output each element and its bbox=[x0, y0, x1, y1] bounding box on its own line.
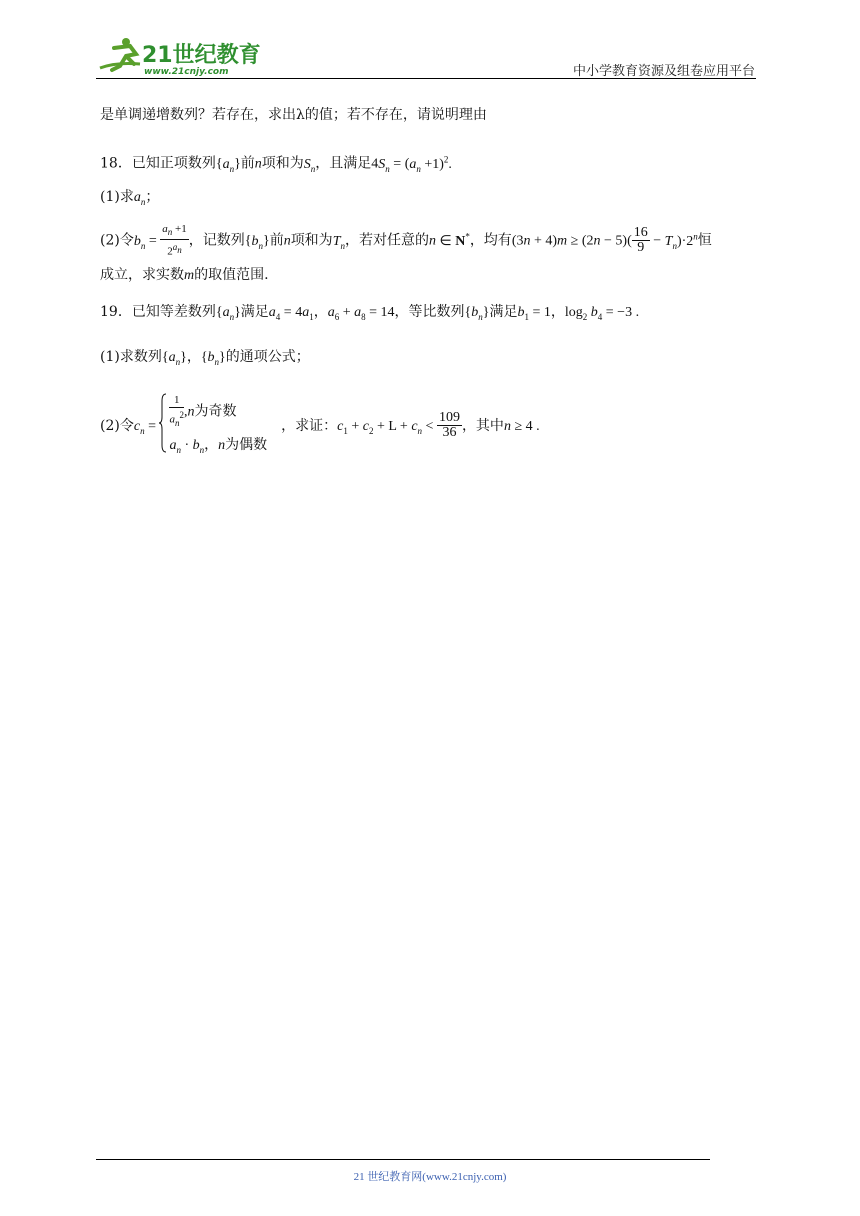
left-brace-icon bbox=[159, 393, 167, 453]
footer-text: 21 世纪教育网(www.21cnjy.com) bbox=[353, 1171, 507, 1183]
logo-text: 21世纪教育 bbox=[142, 43, 261, 68]
q18-stem: 18．已知正项数列$\{a_n\}$前n项和为$S_n$，且满足$4S_n = (a_n +1)^2$. bbox=[100, 154, 452, 174]
runner-logo-icon bbox=[96, 34, 266, 80]
platform-name: 中小学教育资源及组卷应用平台 bbox=[572, 64, 755, 79]
q18-part2-cont: 成立，求实数m的取值范围. bbox=[100, 267, 269, 283]
q18-part1: (1)求$a_n$； bbox=[100, 189, 160, 207]
q19-part2: (2)令$c_n$ = $\frac{1}{a_n^2}$ ,n为奇数 $a_n \cdot b_n$，n为偶数 ，求证：$c_1 + c_2 + L + c_n$ < $\frac{109}{36}$ ，其中n ≥ 4 . bbox=[100, 393, 540, 457]
q18-part2: (2)令$b_n$ = $\frac{a_n +1}{2^{a_n}}$ ，记数列$\{b_n\}$前n项和为$T_n$，若对任意的n ∈ N*，均有(3n + 4)m ≥ (2n − 5)( $\frac{16}{9}$ − $T_n)\cdot 2^n$恒 bbox=[100, 223, 712, 259]
site-logo bbox=[96, 34, 266, 80]
q19-part1: (1)求数列$\{a_n\}$，$\{b_n\}$的通项公式； bbox=[100, 349, 310, 367]
footer-divider bbox=[96, 1159, 710, 1160]
header-divider bbox=[96, 78, 756, 79]
q17-tail-line: 是单调递增数列？若存在，求出λ的值；若不存在，请说明理由 bbox=[100, 107, 487, 123]
q19-stem: 19．已知等差数列$\{a_n\}$满足$a_4 = 4a_1$，$a_6 + a_8 = 14$，等比数列$\{b_n\}$满足$b_1 = 1$，$\log_2 b_4 = -3$ . bbox=[100, 304, 640, 322]
logo-url: www.21cnjy.com bbox=[144, 67, 229, 77]
piecewise-definition: $\frac{1}{a_n^2}$ ,n为奇数 $a_n \cdot b_n$，n为偶数 bbox=[159, 393, 267, 459]
